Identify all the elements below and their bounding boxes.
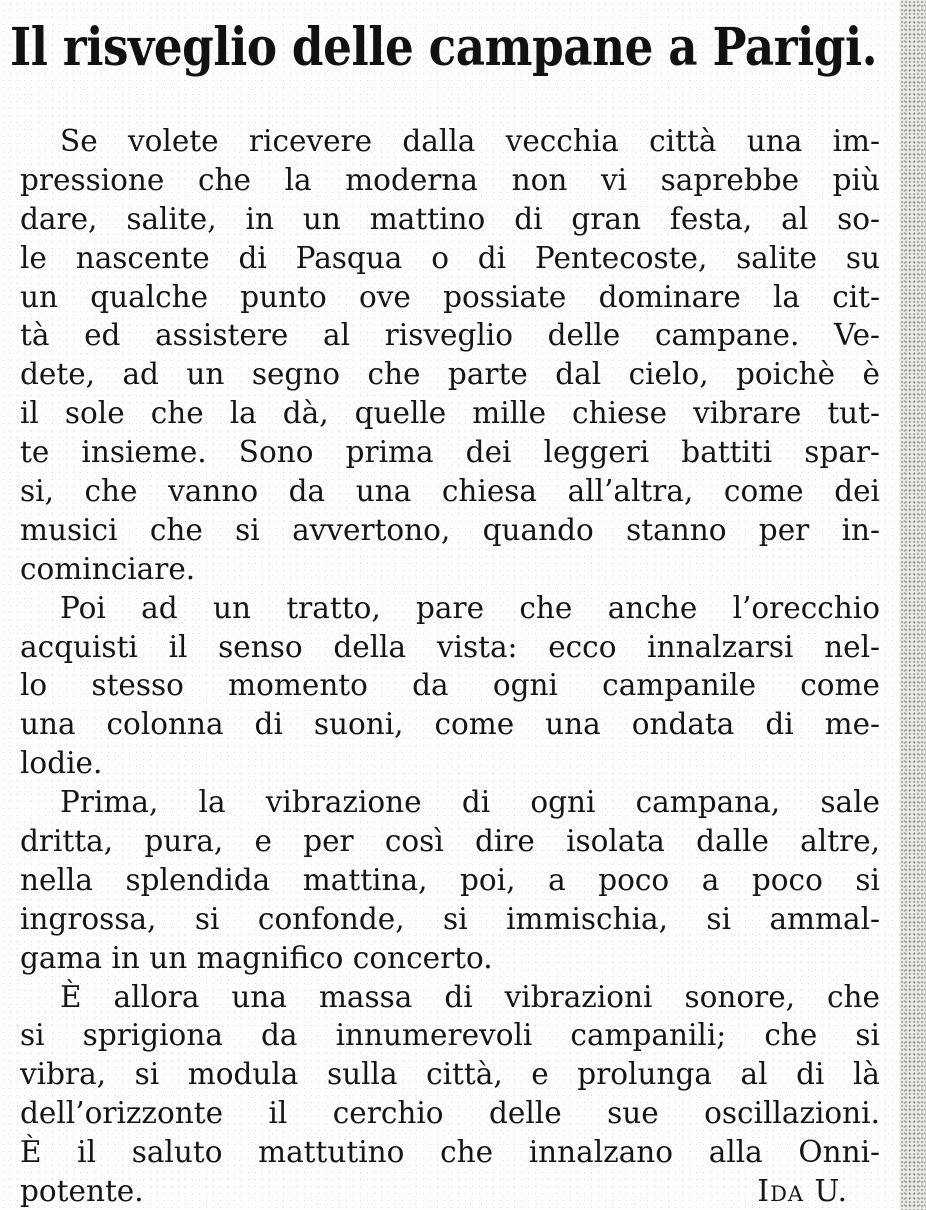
text-line: dritta, pura, e per così dire isolata dalle altre, [20, 824, 880, 859]
text-line: vibra, si modula sulla città, e prolunga al di là [20, 1057, 880, 1092]
signature-rest: U. [804, 1174, 848, 1209]
text-line: dete, ad un segno che parte dal cielo, poichè è [20, 357, 880, 392]
text-line: lodie. [20, 746, 103, 781]
text-line: cominciare. [20, 551, 196, 586]
article-body [20, 122, 880, 1210]
text-line: ingrossa, si confonde, si immischia, si ammal- [20, 901, 880, 936]
text-line: lo stesso momento da ogni campanile come [20, 668, 880, 703]
text-line: musici che si avvertono, quando stanno per in- [20, 512, 880, 547]
text-line: dare, salite, in un mattino di gran festa, al so- [20, 201, 880, 236]
author-signature [757, 1172, 880, 1210]
text-line: tà ed assistere al risveglio delle campane. Ve- [20, 318, 880, 353]
text-line: le nascente di Pasqua o di Pentecoste, salite su [20, 240, 880, 275]
text-line: una colonna di suoni, come una ondata di me- [20, 707, 880, 742]
text-line: nella splendida mattina, poi, a poco a poco si [20, 862, 880, 897]
text-line: potente. [20, 1174, 144, 1209]
text-line: pressione che la moderna non vi saprebbe più [20, 162, 880, 197]
text-line: acquisti il senso della vista: ecco innalzarsi nel- [20, 629, 880, 664]
text-line: Se volete ricevere dalla vecchia città una im- [60, 124, 880, 158]
text-line: Poi ad un tratto, pare che anche l’orecchio [60, 590, 880, 625]
text-line: si sprigiona da innumerevoli campanili; che si [20, 1018, 880, 1053]
text-line: Prima, la vibrazione di ogni campana, sale [60, 785, 880, 820]
text-line: È allora una massa di vibrazioni sonore, che [60, 979, 880, 1014]
closing-line [20, 1172, 880, 1210]
text-line: un qualche punto ove possiate dominare la cit- [20, 279, 880, 314]
text-line: si, che vanno da una chiesa all’altra, come dei [20, 474, 880, 509]
signature-initial: I [757, 1174, 771, 1209]
signature-small-caps: da [770, 1174, 805, 1209]
text-line: È il saluto mattutino che innalzano alla Onni- [20, 1135, 880, 1170]
text-line: il sole che la dà, quelle mille chiese vibrare tut- [20, 396, 880, 431]
text-line: te insieme. Sono prima dei leggeri battiti spar- [20, 435, 880, 470]
text-line: dell’orizzonte il cerchio delle sue oscillazioni. [20, 1096, 880, 1131]
text-line: gama in un magnifico concerto. [20, 940, 493, 975]
page-edge-shading [900, 0, 926, 1210]
article-headline: Il risveglio delle campane a Parigi. [10, 17, 878, 78]
